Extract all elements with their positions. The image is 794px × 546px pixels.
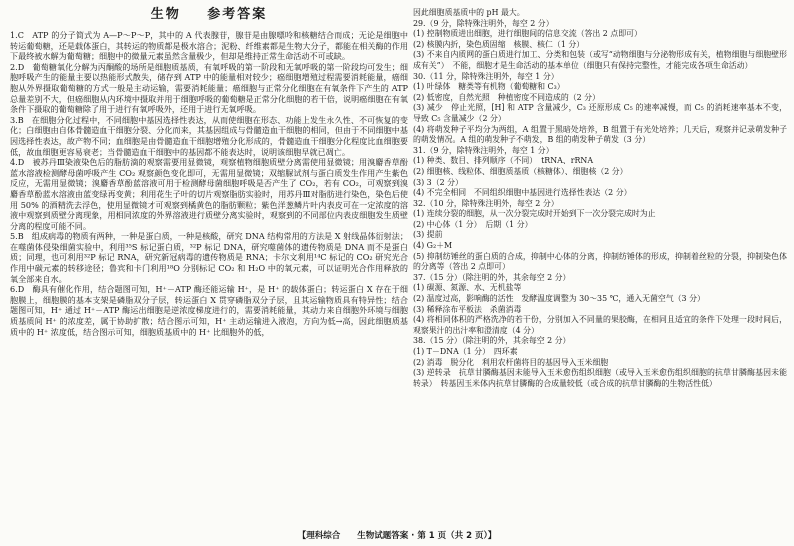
answer-line: (3) 减少 停止光照，[H] 和 ATP 含量减少，C₃ 还原形成 C₅ 的速率减慢，而 C₅ 的消耗速率基本不变，导致 C₅ 含量减少（2 分）: [413, 103, 787, 123]
answer-line: (2) 消毒 脱分化 利用农杆菌将目的基因导入玉米细胞: [413, 357, 609, 367]
answer-line: (4) 将萌发种子平均分为两组，A 组置于黑暗处培养，B 组置于有光处培养；几天后，观察并记录萌发种子的萌发情况。A 组的萌发种子不萌发，B 组的萌发种子萌发（3 分）: [413, 124, 787, 145]
answer-line: 38.（15 分）（除注明的外，其余每空 2 分）: [413, 336, 571, 346]
page-title: [10, 0, 408, 30]
answer-line: (2) 细胞核、线粒体、细胞质基质（核糖体）、细胞核（2 分）: [413, 166, 628, 176]
left-column: [10, 0, 408, 337]
answer-line: (2) 温度过高，影响酶的活性 发酵温度调整为 30～35 ℃，通入无菌空气（3 分）: [413, 294, 705, 304]
answer-item: 1.C ATP 的分子简式为 A—P～P～P，其中的 A 代表腺苷，腺苷是由腺嘌呤和核糖结合而成；无论是细胞中转运葡萄糖，还是载体蛋白，其转运的物质都是极水溶合；泥粉、纤维素都是生物大分子，都能在相关酶的作用下最终被水解为葡萄糖；细胞中的微量元素虽然含量极少，但却是维持正常生命活动不可或缺。: [10, 30, 408, 62]
answer-item: 4.D 被苏丹Ⅲ染液染色后的脂肪滴的观察需要用显微镜，观察植物细胞质壁分离需使用显微镜；用溴麝香草酚蓝水溶液检测酵母菌呼吸产生 CO₂ 观察颜色变化即可，无需用显微镜；双缩脲试剂与蛋白质发生作用产生紫色反应，无需用显微镜；溴麝香草酚蓝溶液可用于检测酵母菌细胞呼吸是否产生了 CO₂，若有 CO₂，可观察到溴麝香草酚蓝水溶液由蓝变绿再变黄；利用花生子叶的切片观察脂肪实验时，用苏丹Ⅲ对脂肪进行染色，染色后使用 50% 的酒精洗去浮色，使用显微镜才可观察到橘黄色的脂肪颗粒；紫色洋葱鳞片叶内表皮可在一定浓度的溶液中观察到质壁分离现象，用相同浓度的外界溶液进行质壁分离实验时，观察到的不同部位内表皮细胞发生质壁分离的程度可能不同。: [10, 157, 408, 231]
answer-line: 32.（10 分，除特殊注明外，每空 2 分）: [413, 198, 559, 208]
answer-item: 3.B 在细胞分化过程中，不同细胞中基因选择性表达，从而使细胞在形态、功能上发生永久性、不可恢复的变化；白细胞由自体骨髓造血干细胞分裂、分化而来，其基因组成与骨髓造血干细胞的相同，但由于不同细胞中基因选择性表达，故产物不同；血细胞是由骨髓造血干细胞增殖分化形成的，骨髓造血干细胞分化程度比血细胞要低，故血细胞更容易衰老；当骨髓造血干细胞中的基因都不能表达时，说明该细胞早就已凋亡。: [10, 114, 408, 157]
answer-line: (3) 逆转录 抗草甘膦酶基因未能导入玉米愈伤组织细胞（或导入玉米愈伤组织细胞的抗草甘膦酶基因未能转录） 转基因玉米体内抗草甘膦酶的合成量较低（或合成的抗草甘膦酶的生物活性低）: [413, 368, 787, 388]
answer-list-left: [10, 30, 408, 337]
answer-line: 30.（11 分，除特殊注明外，每空 1 分）: [413, 71, 559, 81]
answer-line: 37.（15 分）（除注明的外，其余每空 2 分）: [413, 272, 571, 282]
answer-item: 2.D 葡萄糖氧化分解为丙酮酸的场所是细胞质基质，有氧呼吸的第一阶段和无氧呼吸的第一阶段均可发生；细胞呼吸产生的能量主要以热能形式散失，储存到 ATP 中的能量相对较少；癌细胞增殖过程需要消耗能量，癌细胞从外界摄取葡萄糖的方式一般是主动运输，需要消耗能量；癌细胞与正常分化细胞在有氧条件下产生的 ATP 总量差别不大，但癌细胞从内环境中摄取并用于细胞呼吸的葡萄糖是正常分化细胞的若干倍，说明癌细胞在有氧条件下摄取的葡萄糖除了用于进行有氧呼吸外，还用于进行无氧呼吸。: [10, 61, 408, 115]
answer-line: (1) 控制物质进出细胞，进行细胞间的信息交流（答出 2 点即可）: [413, 29, 642, 39]
answer-line: (5) 抑制纺锤丝的蛋白质的合成，抑制中心体的分离，抑制纺锤体的形成，抑制着丝粒的分裂，抑制染色体的分离等（答出 2 点即可）: [413, 251, 787, 272]
answer-line: (1) 叶绿体 糖类等有机物（葡萄糖和 C₃）: [413, 82, 565, 92]
answer-item: 5.B 组成病毒的物质有两种，一种是蛋白质，一种是核酸，研究 DNA 结构常用的方法是 X 射线晶体衍射法；在噬菌体侵染细菌实验中，利用³⁵S 标记蛋白质，³²P 标记 DNA，研究噬菌体的遗传物质是 DNA 而不是蛋白质；同理，也可利用³²P 标记 RNA，研究新冠病毒的遗传物质是 RNA；卡尔文利用¹⁴C 标记的 CO₂ 研究光合作用中碳元素的转移途径；鲁宾和卡门利用¹⁸O 分别标记 CO₂ 和 H₂O 中的氧元素，可以证明光合作用释放的氧全部来自水。: [10, 231, 408, 284]
answer-line: (4) 不完全相同 不同组织细胞中基因进行选择性表达（2 分）: [413, 188, 632, 198]
answer-list-right: [413, 8, 787, 389]
answer-line: (1) 种类、数目、排列顺序（不同） tRNA、rRNA: [413, 156, 594, 166]
answer-line: 31.（9 分，除特殊注明外，每空 1 分）: [413, 145, 554, 155]
answer-line: 29.（9 分，除特殊注明外，每空 2 分）: [413, 18, 554, 28]
page-footer: 【理科综合 生物试题答案 · 第 1 页（共 2 页）】: [297, 531, 497, 541]
answer-line: (1) 连续分裂的细胞，从一次分裂完成时开始到下一次分裂完成时为止: [413, 209, 656, 219]
answer-line: (4) 将相同体积的严格洗净的若干份，分别加入不同量的果胶酶，在相同且适宜的条件下处理一段时间后，观察果汁的出汁率和澄清度（4 分）: [413, 315, 787, 335]
answer-line: (1) 碳源、氮源、水、无机盐等: [413, 283, 522, 293]
right-column: [413, 0, 787, 389]
answer-line: (2) 中心体（1 分） 后期（1 分）: [413, 219, 533, 229]
answer-line: (3) 不来自内质网的蛋白质进行加工、分类和包装（或写“动物细胞与分泌物形成有关，植物细胞与细胞壁形成有关”） 不能，细胞才是生命活动的基本单位（细胞只有保持完整性，才能完成各项生命活动）: [413, 50, 787, 70]
answer-line: (3) 3（2 分）: [413, 177, 463, 187]
answer-line: (2) 低密度，自然光照 种植密度不同造成的（2 分）: [413, 92, 600, 102]
answer-line: (3) 稀释涂布平板法 杀菌消毒: [413, 304, 522, 314]
answer-line: (2) 核膜内折，染色质固缩 核膜、核仁（1 分）: [413, 39, 585, 49]
answer-line: (4) G₂＋M: [413, 241, 453, 251]
doc-title: 参考答案: [207, 7, 268, 22]
answer-line: (1) T－DNA（1 分） 四环素: [413, 347, 518, 356]
subject-label: 生物: [150, 7, 181, 22]
answer-line: 因此细胞质基质中的 pH 最大。: [413, 8, 525, 17]
answer-item: 6.D 酶具有催化作用，结合题图可知，H⁺－ATP 酶还能运输 H⁺，是 H⁺ 的载体蛋白；转运蛋白 X 存在于细胞膜上，细胞膜的基本支架是磷脂双分子层，转运蛋白 X 贯穿磷脂双分子层，且其运输物质具有特异性；结合题图可知，H⁺ 通过 H⁺－ATP 酶运出细胞是逆浓度梯度进行的，需要消耗能量，其动力来自细胞外环境与细胞质基质间 H⁺ 的浓度差，属于协助扩散；结合图示可知，H⁺ 主动运输进入液泡，方向为低→高，因此细胞质基质中的 H⁺ 浓度低，结合图示可知，细胞质基质中的 H⁺ 比细胞外的低，: [10, 284, 408, 337]
answer-line: (3) 提前: [413, 230, 443, 240]
